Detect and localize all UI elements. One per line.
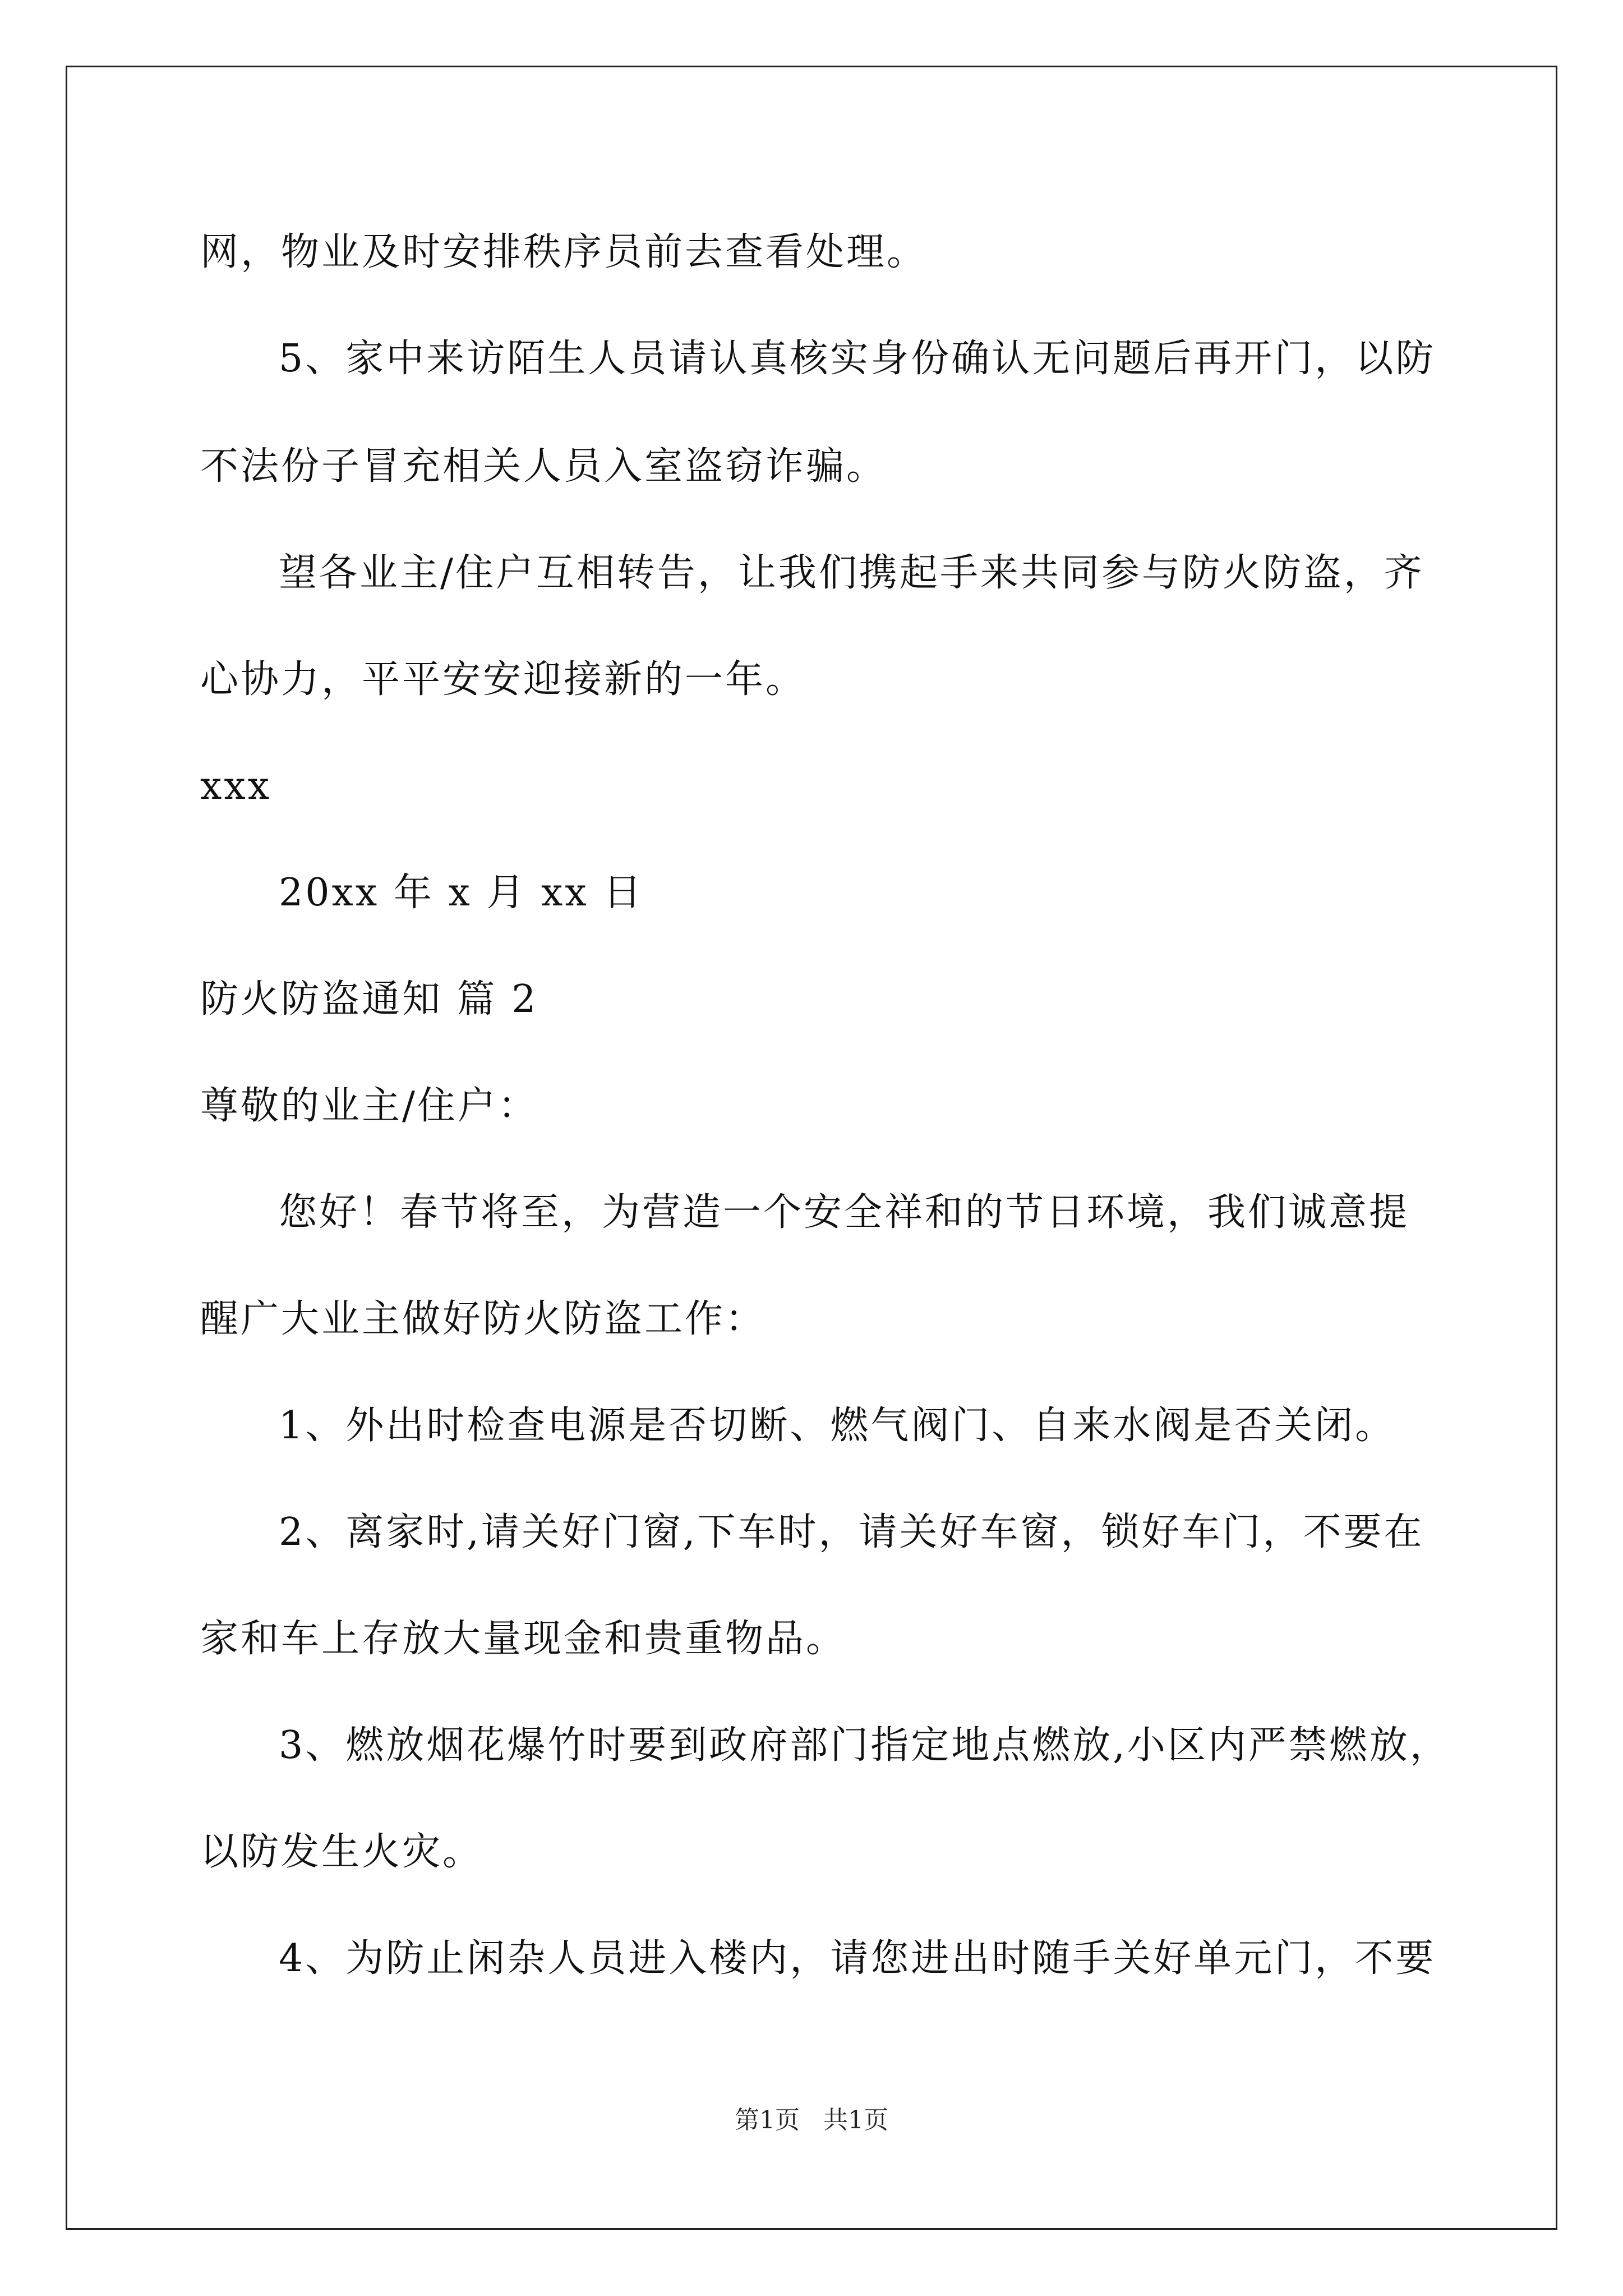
salutation: 尊敬的业主/住户：	[200, 1084, 538, 1128]
signature-date: 20xx 年 x 月 xx 日	[279, 871, 644, 915]
text-line: 5、家中来访陌生人员请认真核实身份确认无问题后再开门，以防	[279, 337, 1436, 381]
text-line: 3、燃放烟花爆竹时要到政府部门指定地点燃放,小区内严禁燃放，	[279, 1723, 1450, 1768]
text-line: 家和车上存放大量现金和贵重物品。	[200, 1617, 847, 1661]
text-line: 以防发生火灾。	[200, 1830, 483, 1874]
text-line: 醒广大业主做好防火防盗工作：	[200, 1297, 766, 1341]
text-line: 心协力，平平安安迎接新的一年。	[200, 657, 806, 702]
text-line: 望各业主/住户互相转告，让我们携起手来共同参与防火防盗，齐	[279, 551, 1424, 595]
page-border	[66, 66, 1557, 2230]
text-line: 4、为防止闲杂人员进入楼内，请您进出时随手关好单元门，不要	[279, 1936, 1436, 1981]
section-heading: 防火防盗通知 篇 2	[200, 977, 538, 1022]
text-line: 1、外出时检查电源是否切断、燃气阀门、自来水阀是否关闭。	[279, 1404, 1396, 1448]
text-line: 您好！春节将至，为营造一个安全祥和的节日环境，我们诚意提	[279, 1190, 1410, 1235]
text-line: 不法份子冒充相关人员入室盗窃诈骗。	[200, 444, 887, 489]
text-line: 网，物业及时安排秩序员前去查看处理。	[200, 230, 928, 274]
page-footer: 第1页 共1页	[735, 2106, 888, 2134]
signature-name: xxx	[200, 764, 272, 808]
text-line: 2、离家时,请关好门窗,下车时，请关好车窗，锁好车门，不要在	[279, 1510, 1424, 1554]
